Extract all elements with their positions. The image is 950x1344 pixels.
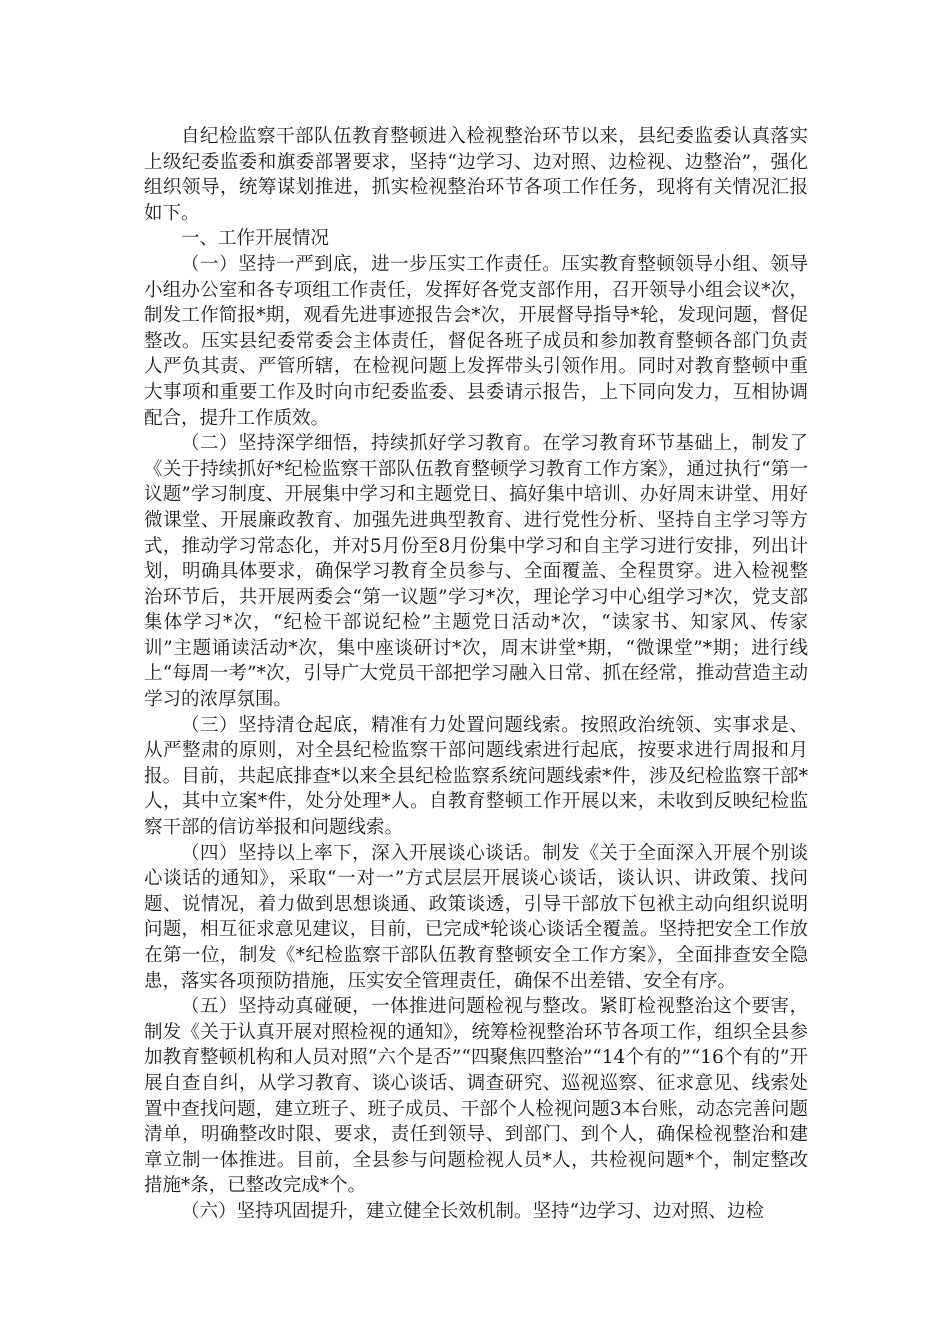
paragraph-item-4: （四）坚持以上率下，深入开展谈心谈话。制发《关于全面深入开展个别谈心谈话的通知》，采取“一对一”方式层层开展谈心谈话，谈认识、讲政策、找问题、说情况，着力做到思想谈通、政策谈透，引导干部放下包袱主动向组织说明问题，相互征求意见建议，目前，已完成*轮谈心谈话全覆盖。坚持把安全工作放在第一位，制发《*纪检监察干部队伍教育整顿安全工作方案》，全面排查安全隐患，落实各项预防措施，压实安全管理责任，确保不出差错、安全有序。 <box>144 842 808 992</box>
section-heading-work-status: 一、工作开展情况 <box>181 228 330 250</box>
document-body <box>144 124 808 1225</box>
paragraph-item-3: （三）坚持清仓起底，精准有力处置问题线索。按照政治统领、实事求是、从严整肃的原则，对全县纪检监察干部问题线索进行起底，按要求进行周报和月报。目前，共起底排查*以来全县纪检监察系统问题线索*件，涉及纪检监察干部*人，其中立案*件，处分处理*人。自教育整顿工作开展以来，未收到反映纪检监察干部的信访举报和问题线索。 <box>144 714 808 839</box>
intro-paragraph: 自纪检监察干部队伍教育整顿进入检视整治环节以来，县纪委监委认真落实上级纪委监委和旗委部署要求，坚持“边学习、边对照、边检视、边整治”，强化组织领导，统筹谋划推进，抓实检视整治环节各项工作任务，现将有关情况汇报如下。 <box>144 126 808 224</box>
paragraph-item-6: （六）坚持巩固提升，建立健全长效机制。坚持“边学习、边对照、边检 <box>181 1200 764 1222</box>
paragraph-item-5: （五）坚持动真碰硬，一体推进问题检视与整改。紧盯检视整治这个要害，制发《关于认真开展对照检视的通知》，统筹检视整治环节各项工作，组织全县参加教育整顿机构和人员对照“六个是否”“四聚焦四整治”“14个有的”“16个有的”开展自查自纠，从学习教育、谈心谈话、调查研究、巡视巡察、征求意见、线索处置中查找问题，建立班子、班子成员、干部个人检视问题3本台账，动态完善问题清单，明确整改时限、要求，责任到领导、到部门、到个人，确保检视整治和建章立制一体推进。目前，全县参与问题检视人员*人，共检视问题*个，制定整改措施*条，已整改完成*个。 <box>144 996 808 1197</box>
paragraph-item-1: （一）坚持一严到底，进一步压实工作责任。压实教育整顿领导小组、领导小组办公室和各专项组工作责任，发挥好各党支部作用，召开领导小组会议*次，制发工作简报*期，观看先进事迹报告会*次，开展督导指导*轮，发现问题，督促整改。压实县纪委常委会主体责任，督促各班子成员和参加教育整顿各部门负责人严负其责、严管所辖，在检视问题上发挥带头引领作用。同时对教育整顿中重大事项和重要工作及时向市纪委监委、县委请示报告，上下同向发力，互相协调配合，提升工作质效。 <box>144 253 808 429</box>
paragraph-item-2: （二）坚持深学细悟，持续抓好学习教育。在学习教育环节基础上，制发了《关于持续抓好*纪检监察干部队伍教育整顿学习教育工作方案》，通过执行“第一议题”学习制度、开展集中学习和主题党日、搞好集中培训、办好周末讲堂、用好微课堂、开展廉政教育、加强先进典型教育、进行党性分析、坚持自主学习等方式，推动学习常态化，并对5月份至8月份集中学习和自主学习进行安排，列出计划，明确具体要求，确保学习教育全员参与、全面覆盖、全程贯穿。进入检视整治环节后，共开展两委会“第一议题”学习*次，理论学习中心组学习*次，党支部集体学习*次，“纪检干部说纪检”主题党日活动*次，“读家书、知家风、传家训”主题诵读活动*次，集中座谈研讨*次，周末讲堂*期，“微课堂”*期；进行线上“每周一考”*次，引导广大党员干部把学习融入日常、抓在经常，推动营造主动学习的浓厚氛围。 <box>144 433 808 711</box>
